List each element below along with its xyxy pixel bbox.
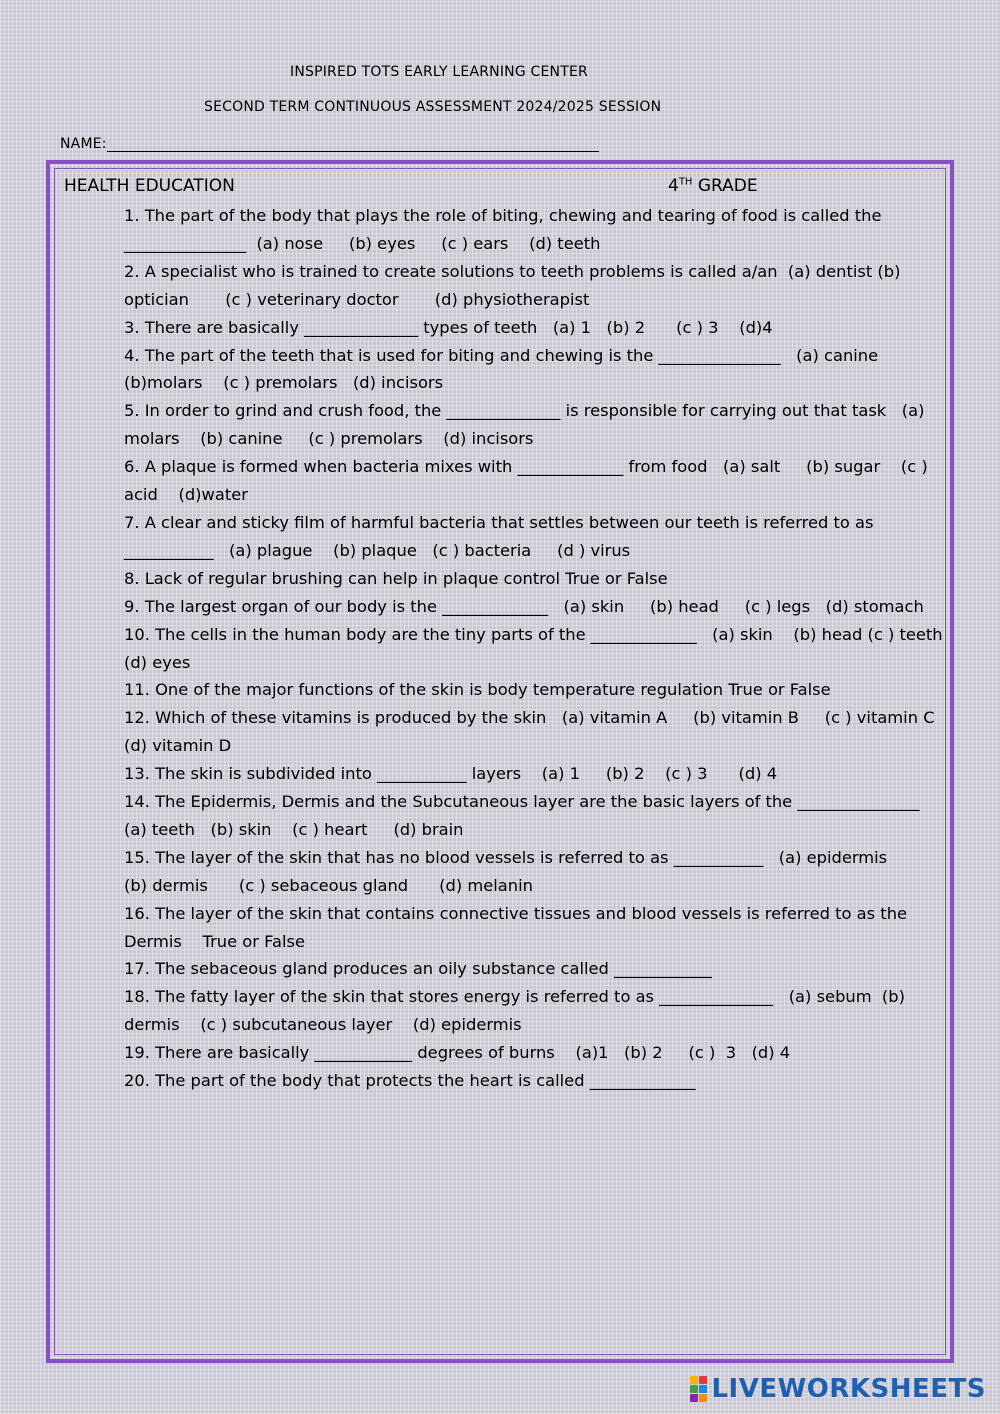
question-19: 19. There are basically ____________ degrees of burns (a)1 (b) 2 (c ) 3 (d) 4 — [124, 1043, 791, 1063]
grade-word: GRADE — [697, 176, 758, 196]
question-1: 1. The part of the body that plays the role of biting, chewing and tearing of food is called the _______________ (a) nose (b) eyes (c ) ears (d) teeth — [124, 206, 887, 253]
question-12: 12. Which of these vitamins is produced by the skin (a) vitamin A (b) vitamin B (c ) vitamin C (d) vitamin D — [124, 708, 961, 756]
question-8: 8. Lack of regular brushing can help in plaque control True or False — [124, 568, 668, 588]
question-20: 20. The part of the body that protects the heart is called _____________ — [124, 1071, 696, 1091]
question-5: 5. In order to grind and crush food, the ______________ is responsible for carrying out that task (a) molars (b) canine (c ) premolars (d) incisors — [124, 401, 930, 449]
question-13: 13. The skin is subdivided into ___________ layers (a) 1 (b) 2 (c ) 3 (d) 4 — [124, 764, 778, 784]
grade-suffix: TH — [678, 176, 693, 188]
question-15: 15. The layer of the skin that has no blood vessels is referred to as ___________ (a) epidermis (b) dermis (c ) sebaceous gland (d) melanin — [124, 847, 929, 895]
name-field[interactable] — [107, 137, 599, 152]
logo-square — [690, 1394, 698, 1402]
question-14: 14. The Epidermis, Dermis and the Subcutaneous layer are the basic layers of the _______________ (a) teeth (b) skin (c ) heart (d) brain — [124, 792, 941, 839]
logo-square — [699, 1376, 707, 1384]
question-9: 9. The largest organ of our body is the _____________ (a) skin (b) head (c ) legs (d) stomach — [124, 596, 924, 616]
session-title: SECOND TERM CONTINUOUS ASSESSMENT 2024/2025 SESSION — [204, 99, 662, 115]
question-17: 17. The sebaceous gland produces an oily substance called ____________ — [124, 959, 712, 979]
question-list — [124, 202, 964, 1095]
grade-label — [668, 176, 758, 196]
liveworksheets-logo-icon — [690, 1376, 707, 1402]
grade-number: 4 — [668, 176, 679, 196]
logo-square — [699, 1385, 707, 1393]
question-11: 11. One of the major functions of the skin is body temperature regulation True or False — [124, 680, 831, 700]
subject-row — [64, 176, 924, 200]
logo-square — [690, 1376, 698, 1384]
question-18: 18. The fatty layer of the skin that stores energy is referred to as ______________ (a) sebum (b) dermis (c ) subcutaneous layer (d) epidermis — [124, 987, 911, 1035]
logo-square — [690, 1385, 698, 1393]
school-name: INSPIRED TOTS EARLY LEARNING CENTER — [290, 64, 588, 80]
question-16: 16. The layer of the skin that contains connective tissues and blood vessels is referred to as the Dermis True or False — [124, 903, 913, 951]
question-6: 6. A plaque is formed when bacteria mixes with _____________ from food (a) salt (b) sugar (c ) acid (d)water — [124, 457, 933, 505]
logo-text: LIVEWORKSHEETS — [711, 1374, 986, 1404]
question-7: 7. A clear and sticky film of harmful bacteria that settles between our teeth is referred to as ___________ (a) plague (b) plaque (c ) bacteria (d ) virus — [124, 512, 879, 560]
name-row — [60, 136, 599, 152]
logo-square — [699, 1394, 707, 1402]
liveworksheets-logo — [690, 1374, 986, 1404]
question-2: 2. A specialist who is trained to create solutions to teeth problems is called a/an (a) dentist (b) optician (c ) veterinary doctor (d) physiotherapist — [124, 261, 906, 309]
question-4: 4. The part of the teeth that is used for biting and chewing is the _______________ (a) canine (b)molars (c ) premolars (d) incisors — [124, 345, 905, 393]
subject-title: HEALTH EDUCATION — [64, 176, 235, 196]
question-3: 3. There are basically ______________ types of teeth (a) 1 (b) 2 (c ) 3 (d)4 — [124, 317, 773, 337]
name-label: NAME: — [60, 136, 107, 152]
question-10: 10. The cells in the human body are the tiny parts of the _____________ (a) skin (b) head (c ) teeth (d) eyes — [124, 624, 964, 672]
question-frame — [46, 160, 964, 1363]
